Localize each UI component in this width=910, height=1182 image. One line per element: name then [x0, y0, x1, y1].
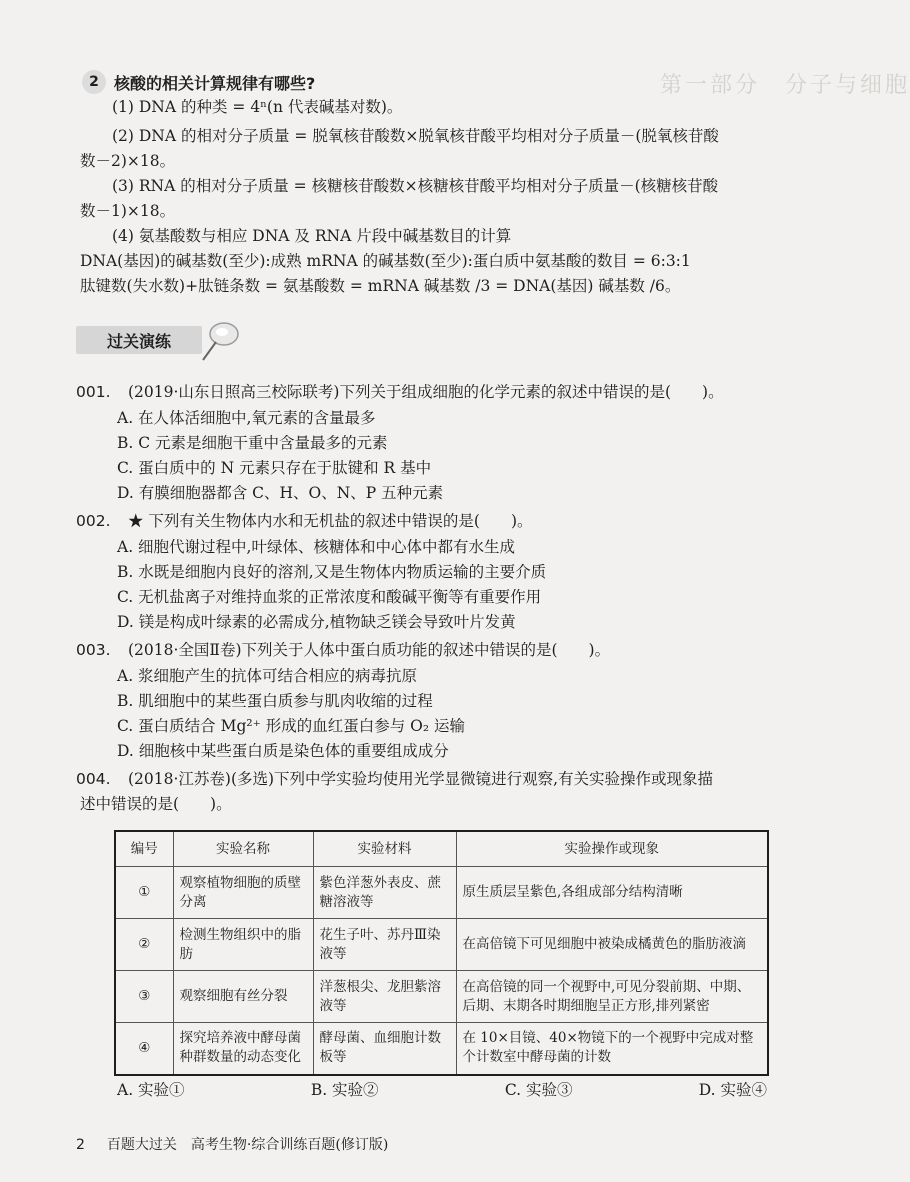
practice-section-title: 过关演练: [76, 326, 202, 354]
question-4-option-a: A. 实验①: [117, 1081, 185, 1099]
row-operation: 原生质层呈紫色,各组成部分结构清晰: [456, 867, 768, 919]
row-name: 观察细胞有丝分裂: [173, 971, 313, 1023]
row-operation: 在 10×目镜、40×物镜下的一个视野中完成对整个计数室中酵母菌的计数: [456, 1023, 768, 1075]
row-name: 检测生物组织中的脂肪: [173, 919, 313, 971]
question-3-option-b: B. 肌细胞中的某些蛋白质参与肌肉收缩的过程: [117, 692, 433, 710]
rule-2-line1: (2) DNA 的相对分子质量 = 脱氧核苷酸数×脱氧核苷酸平均相对分子质量－(脱氧核苷酸: [112, 127, 719, 145]
question-number: 001.: [76, 383, 111, 401]
table-row: [115, 867, 768, 919]
section-number-badge: 2: [82, 70, 106, 94]
row-name: 探究培养液中酵母菌种群数量的动态变化: [173, 1023, 313, 1075]
row-number: ②: [115, 919, 173, 971]
question-1-option-a: A. 在人体活细胞中,氧元素的含量最多: [117, 409, 376, 427]
row-operation: 在高倍镜的同一个视野中,可见分裂前期、中期、后期、末期各时期细胞呈正方形,排列紧密: [456, 971, 768, 1023]
question-text: ★ 下列有关生物体内水和无机盐的叙述中错误的是( )。: [128, 512, 533, 530]
row-operation: 在高倍镜下可见细胞中被染成橘黄色的脂肪液滴: [456, 919, 768, 971]
rule-2-line2: 数－2)×18。: [80, 152, 176, 170]
section-title: 核酸的相关计算规律有哪些?: [114, 73, 316, 93]
table-row: [115, 1023, 768, 1075]
row-material: 酵母菌、血细胞计数板等: [313, 1023, 456, 1075]
header-operation: 实验操作或现象: [456, 831, 768, 867]
question-3-option-a: A. 浆细胞产生的抗体可结合相应的病毒抗原: [117, 667, 418, 685]
question-4-stem: [76, 768, 713, 790]
question-1-option-d: D. 有膜细胞器都含 C、H、O、N、P 五种元素: [117, 484, 444, 502]
experiment-table: [114, 830, 769, 1076]
rule-4: (4) 氨基酸数与相应 DNA 及 RNA 片段中碱基数目的计算: [112, 227, 512, 245]
header-name: 实验名称: [173, 831, 313, 867]
rule-4-formula: 肽键数(失水数)+肽链条数 = 氨基酸数 = mRNA 碱基数 /3 = DNA(基因) 碱基数 /6。: [80, 277, 681, 295]
rule-3-line1: (3) RNA 的相对分子质量 = 核糖核苷酸数×核糖核苷酸平均相对分子质量－(核糖核苷酸: [112, 177, 719, 195]
question-4-options: [117, 1078, 767, 1100]
section2-heading: [82, 70, 315, 94]
row-number: ④: [115, 1023, 173, 1075]
pushpin-icon: [198, 318, 242, 364]
question-text: (2018·全国Ⅱ卷)下列关于人体中蛋白质功能的叙述中错误的是( )。: [128, 641, 611, 659]
question-3-stem: [76, 639, 610, 661]
question-3-option-c: C. 蛋白质结合 Mg²⁺ 形成的血红蛋白参与 O₂ 运输: [117, 717, 465, 735]
page-footer: [76, 1134, 388, 1154]
question-1-stem: [76, 381, 724, 403]
question-3-option-d: D. 细胞核中某些蛋白质是染色体的重要组成成分: [117, 742, 449, 760]
book-title: 百题大过关 高考生物·综合训练百题(修订版): [106, 1137, 389, 1153]
question-4-option-b: B. 实验②: [310, 1081, 379, 1099]
table-row: [115, 971, 768, 1023]
question-text: (2018·江苏卷)(多选)下列中学实验均使用光学显微镜进行观察,有关实验操作或现象描: [128, 770, 713, 788]
question-2-stem: [76, 510, 533, 532]
row-number: ①: [115, 867, 173, 919]
question-number: 003.: [76, 641, 111, 659]
question-text: (2019·山东日照高三校际联考)下列关于组成细胞的化学元素的叙述中错误的是( )。: [128, 383, 724, 401]
row-material: 紫色洋葱外表皮、蔗糖溶液等: [313, 867, 456, 919]
row-name: 观察植物细胞的质壁分离: [173, 867, 313, 919]
question-2-option-c: C. 无机盐离子对维持血浆的正常浓度和酸碱平衡等有重要作用: [117, 588, 542, 606]
rule-3-line2: 数－1)×18。: [80, 202, 176, 220]
rule-4-ratio: DNA(基因)的碱基数(至少):成熟 mRNA 的碱基数(至少):蛋白质中氨基酸的数目 = 6:3:1: [80, 252, 691, 270]
bleed-through-text: 第一部分 分子与细胞: [660, 73, 910, 98]
table-header-row: [115, 831, 768, 867]
page-number: 2: [76, 1137, 85, 1153]
question-2-option-d: D. 镁是构成叶绿素的必需成分,植物缺乏镁会导致叶片发黄: [117, 613, 516, 631]
row-material: 洋葱根尖、龙胆紫溶液等: [313, 971, 456, 1023]
question-number: 004.: [76, 770, 111, 788]
row-number: ③: [115, 971, 173, 1023]
question-2-option-a: A. 细胞代谢过程中,叶绿体、核糖体和中心体中都有水生成: [117, 538, 515, 556]
header-number: 编号: [115, 831, 173, 867]
question-1-option-b: B. C 元素是细胞干重中含量最多的元素: [117, 434, 388, 452]
table-row: [115, 919, 768, 971]
question-2-option-b: B. 水既是细胞内良好的溶剂,又是生物体内物质运输的主要介质: [117, 563, 547, 581]
question-4-option-c: C. 实验③: [504, 1081, 573, 1099]
question-1-option-c: C. 蛋白质中的 N 元素只存在于肽键和 R 基中: [117, 459, 432, 477]
question-number: 002.: [76, 512, 111, 530]
question-4-option-d: D. 实验④: [698, 1081, 767, 1099]
header-material: 实验材料: [313, 831, 456, 867]
row-material: 花生子叶、苏丹Ⅲ染液等: [313, 919, 456, 971]
rule-1: (1) DNA 的种类 = 4ⁿ(n 代表碱基对数)。: [112, 98, 403, 116]
question-4-stem-cont: 述中错误的是( )。: [80, 795, 232, 813]
